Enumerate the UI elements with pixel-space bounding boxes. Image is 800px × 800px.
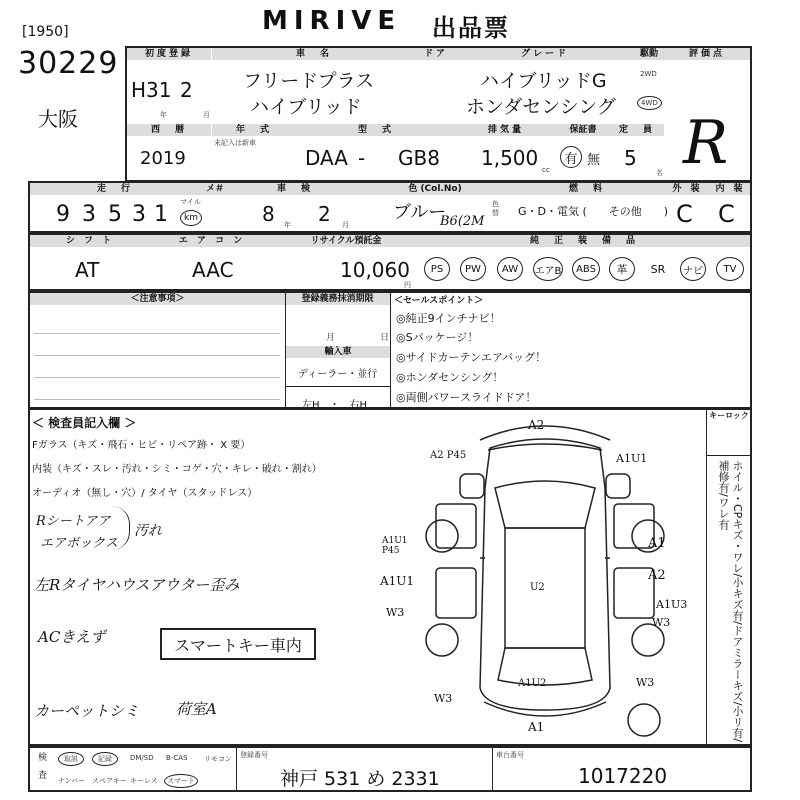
color-code: B6(2M xyxy=(440,214,485,229)
docs-header: 検 査 xyxy=(36,752,46,779)
inspector-header: ＜ 検査員記入欄 ＞ xyxy=(32,416,137,430)
capacity-unit: 名 xyxy=(656,169,663,177)
options-header: 純 正 装 備 品 xyxy=(418,235,750,247)
door-header: ドア xyxy=(416,48,456,60)
interior-header: 内 装 xyxy=(708,183,750,195)
recycle-value: 10,060 xyxy=(340,258,410,282)
km-unit: km xyxy=(180,210,202,226)
bracket-number: [1950] xyxy=(22,24,69,40)
mileage-digit-5: 1 xyxy=(154,202,168,227)
mileage-header: 走 行 xyxy=(30,183,200,195)
first-reg-year-unit: 年 xyxy=(160,111,167,119)
type-header: 型 式 xyxy=(296,124,456,136)
door-left-front xyxy=(436,504,476,548)
delisted-day: 日 xyxy=(380,333,390,343)
point-5: ◎両側パワースライドドア！ xyxy=(396,391,537,404)
dealer-value: ディーラー・並行 xyxy=(298,369,378,380)
aircon-value: AAC xyxy=(192,258,234,282)
handle-value: 左H ・ 右H xyxy=(302,400,368,411)
option-abs: ABS xyxy=(572,257,600,281)
doc-record: 記録 xyxy=(92,752,118,766)
mark-a1u2: A1U2 xyxy=(518,678,547,689)
regno-divider xyxy=(236,746,237,792)
keylock-divider xyxy=(706,408,707,746)
mileage-digit-4: 3 xyxy=(132,202,146,227)
type-dash: - xyxy=(358,146,366,170)
doc-smart: スマート xyxy=(164,774,198,788)
option-pw: PW xyxy=(460,257,486,281)
note-carpet: カーペットシミ xyxy=(34,702,140,720)
reg-number: 神戸 531 め 2331 xyxy=(280,768,440,790)
model-year-header: 年 式 xyxy=(212,124,296,136)
displacement-header: 排気量 xyxy=(456,124,556,136)
doc-bcas: B-CAS xyxy=(166,754,188,762)
chassis-divider xyxy=(492,746,493,792)
fuel-header: 燃 料 xyxy=(510,183,664,195)
mileage-digit-1: 9 xyxy=(56,202,70,227)
mark-a2-top: A2 xyxy=(528,418,545,432)
inspector-line-2: 内装（キズ・スレ・汚れ・シミ・コゲ・穴・キレ・破れ・割れ） xyxy=(32,464,322,475)
note-rseat: Rシートアア xyxy=(36,514,111,529)
doc-keyless: キーレス xyxy=(130,777,158,785)
mark-a1-right: A1 xyxy=(648,536,666,551)
region: 大阪 xyxy=(38,107,78,131)
inspection-year: 8 xyxy=(262,202,275,226)
warranty-no: 無 xyxy=(587,153,601,168)
grade-line1: ハイブリッドG xyxy=(480,70,607,92)
displacement-value: 1,500 xyxy=(481,146,539,170)
drive-4wd: 4WD xyxy=(637,96,662,110)
warranty-yes: 有 xyxy=(560,146,582,168)
option-leather: 革 xyxy=(609,257,635,281)
note-luggage: 荷室A xyxy=(176,700,217,718)
car-windshield xyxy=(495,481,595,528)
car-name-line1: フリードプラス xyxy=(243,70,375,92)
mirror-left xyxy=(460,474,484,498)
car-body-outline xyxy=(480,439,610,710)
import-divider xyxy=(286,386,390,387)
mark-w3-right: W3 xyxy=(652,616,671,629)
year-west: 2019 xyxy=(140,148,186,169)
doc-sparekey: スペアキー xyxy=(92,777,127,785)
regno-header: 登録番号 xyxy=(240,751,268,759)
year-header: 西 暦 xyxy=(127,124,211,136)
shift-value: AT xyxy=(75,258,100,282)
recycle-header: リサイクル預託金 xyxy=(274,235,418,247)
color-name: ブルー xyxy=(393,202,447,223)
score-header: 評価点 xyxy=(664,48,750,60)
doc-remote: リモコン xyxy=(204,755,232,763)
keylock-header: キーロック xyxy=(709,411,749,420)
brand-logo: MIRIVE xyxy=(262,6,402,36)
points-divider xyxy=(390,291,391,409)
mark-a1-bottom: A1 xyxy=(528,720,545,734)
score-value: R xyxy=(683,108,729,178)
car-name-header: 車 名 xyxy=(212,48,416,60)
notes-header: ＜注意事項＞ xyxy=(30,293,285,305)
first-reg-month-unit: 月 xyxy=(203,111,210,119)
delisted-header: 登録義務抹消期限 xyxy=(285,293,390,305)
fuel-options: G・D・電気 ( その他 ) xyxy=(518,205,669,218)
interior-grade: C xyxy=(718,200,735,228)
grade-header: グレード xyxy=(456,48,634,60)
point-1: ◎純正9インチナビ！ xyxy=(396,312,501,325)
inspection-header: 車 検 xyxy=(230,183,360,195)
color-header: 色 (Col.No) xyxy=(360,183,510,195)
mileage-digit-2: 3 xyxy=(82,202,96,227)
meter-header: メ＃ xyxy=(200,183,230,195)
option-aw: AW xyxy=(497,257,523,281)
page-title: 出品票 xyxy=(432,14,510,42)
mirror-right xyxy=(606,474,630,498)
mark-a2-p45: A2 P45 xyxy=(430,450,467,461)
option-sr: SR xyxy=(650,262,666,276)
mark-a2-right: A2 xyxy=(648,568,666,583)
capacity-header: 定 員 xyxy=(610,124,664,136)
mile-unit: マイル xyxy=(180,198,201,206)
note-smartkey: スマートキー車内 xyxy=(160,628,316,660)
drive-2wd: 2WD xyxy=(640,70,657,78)
aircon-header: エ ア コ ン xyxy=(150,235,274,247)
drive-header: 駆動 xyxy=(634,48,664,60)
capacity-value: 5 xyxy=(624,146,637,170)
import-header: 輸入車 xyxy=(286,346,390,358)
option-tv: TV xyxy=(716,257,744,281)
mark-w3-rear-left: W3 xyxy=(434,692,453,705)
notes-lines xyxy=(34,312,280,404)
warranty-header: 保証書 xyxy=(556,124,610,136)
first-reg-era: H31 xyxy=(131,78,172,102)
shift-header: シ フ ト xyxy=(30,235,150,247)
car-hood-line xyxy=(488,444,602,450)
inspection-month: 2 xyxy=(318,202,331,226)
inspection-year-unit: 年 xyxy=(284,221,291,229)
option-navi: ナビ xyxy=(680,257,706,281)
car-name-line2: ハイブリッド xyxy=(250,96,362,118)
first-reg-month: 2 xyxy=(180,78,193,102)
spare-tire xyxy=(628,704,660,736)
doc-manual: 取説 xyxy=(58,752,84,766)
exterior-grade: C xyxy=(676,200,693,228)
option-ps: PS xyxy=(424,257,450,281)
car-roof xyxy=(505,528,585,648)
keylock-box xyxy=(706,422,752,456)
grade-line2: ホンダセンシング xyxy=(466,96,616,118)
mark-a1u3: A1U3 xyxy=(656,598,688,611)
type-note: 未記入は新車 xyxy=(214,139,256,147)
rear-bumper xyxy=(484,702,606,716)
note-airbox: エアボックス xyxy=(40,536,118,551)
type-prefix: DAA xyxy=(305,146,348,170)
lot-number: 30229 xyxy=(18,46,119,81)
point-3: ◎サイドカーテンエアバッグ！ xyxy=(396,351,547,364)
doc-dm: DM/SD xyxy=(130,754,154,762)
exterior-header: 外 装 xyxy=(664,183,708,195)
note-tire-house: 左Rタイヤハウスアウター歪み xyxy=(34,576,240,594)
mark-w3-rear-right: W3 xyxy=(636,676,655,689)
delisted-month: 月 xyxy=(326,333,336,343)
inspector-line-1: Fガラス（キズ・飛石・ヒビ・リペア跡・ X 要） xyxy=(32,440,251,451)
chassis-header: 車台番号 xyxy=(496,751,524,759)
point-4: ◎ホンダセンシング！ xyxy=(396,371,504,384)
mark-a1u1-p45: A1U1 P45 xyxy=(382,536,408,556)
front-bumper xyxy=(480,426,610,440)
wheel-note-strip: ホイル・CPキズ・ワレ/小キズ有/ドアミラーキズ/小リ有/補修有/ワレ有 xyxy=(717,460,744,743)
door-left-rear xyxy=(436,568,476,618)
mark-a1u1-left: A1U1 xyxy=(380,574,415,588)
first-reg-header: 初度登録 xyxy=(127,48,211,60)
yen-unit: 円 xyxy=(404,281,411,289)
chassis-number: 1017220 xyxy=(578,764,668,788)
option-airbag: エアB xyxy=(533,257,563,281)
wheel-rear-left xyxy=(426,624,458,656)
inspector-line-3: オーディオ（無し・穴）/ タイヤ（スタッドレス） xyxy=(32,488,258,499)
note-dirt: 汚れ xyxy=(134,523,162,539)
cc-unit: cc xyxy=(542,166,550,174)
mark-a1u1-top: A1U1 xyxy=(616,452,648,465)
doc-plate: ナンバー xyxy=(58,777,86,785)
mark-u2: U2 xyxy=(530,582,545,593)
note-ac: ACきえず xyxy=(38,628,106,646)
wheel-front-left xyxy=(426,520,458,552)
inspection-month-unit: 月 xyxy=(342,221,349,229)
mileage-digit-3: 5 xyxy=(108,202,122,227)
mark-w3-left: W3 xyxy=(386,606,405,619)
type-model: GB8 xyxy=(398,146,440,170)
points-header: ＜セールスポイント＞ xyxy=(394,296,484,306)
color-change: 色替 xyxy=(492,200,499,217)
point-2: ◎Sパッケージ！ xyxy=(396,331,479,344)
